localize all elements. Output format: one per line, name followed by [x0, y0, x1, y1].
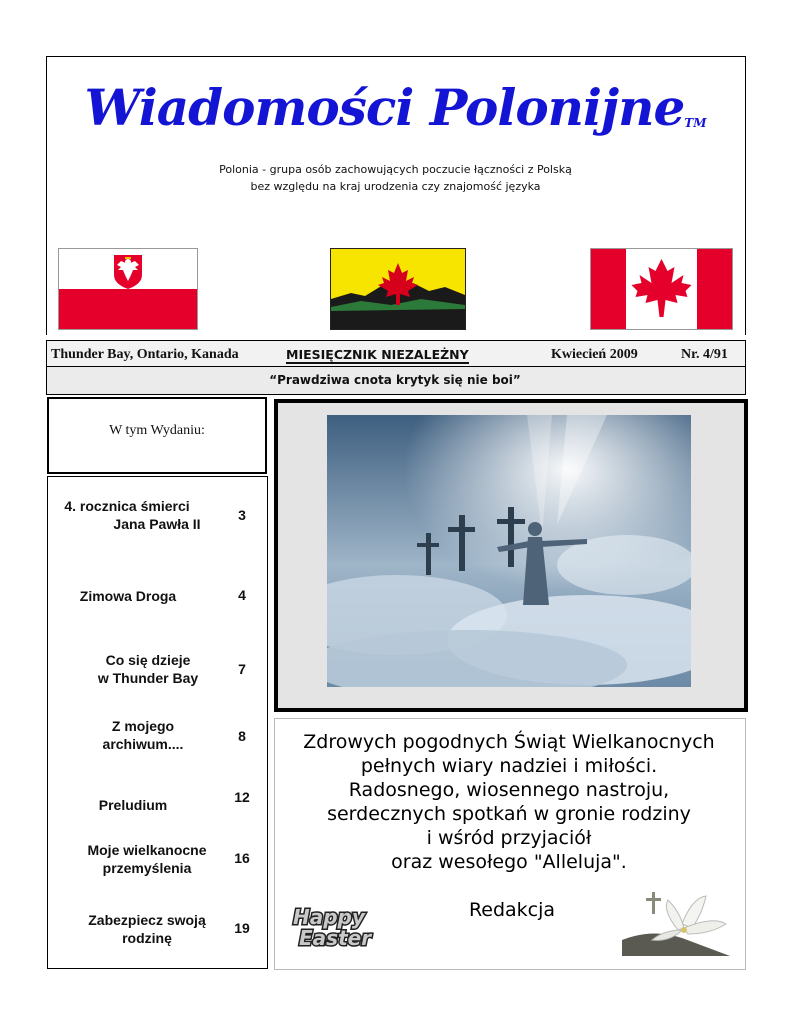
toc-item-title[interactable]: Z mojego archiwum....	[102, 718, 184, 752]
greeting-line: Radosnego, wiosennego nastroju,	[348, 779, 670, 801]
newspaper-title: Wiadomości Polonijne™	[84, 78, 707, 137]
thunder-bay-flag	[330, 248, 466, 330]
toc-item-page: 16	[234, 850, 250, 866]
trademark: TM	[684, 116, 707, 130]
toc-item-page: 4	[238, 587, 246, 603]
toc-item-page: 3	[238, 507, 246, 523]
toc-item-title[interactable]: Preludium	[98, 797, 168, 813]
toc-item-title[interactable]: Co się dzieje w Thunder Bay	[97, 652, 199, 686]
toc-item-page: 19	[234, 920, 250, 936]
masthead-date: Kwiecień 2009	[551, 347, 638, 362]
svg-text:Happy: Happy	[293, 905, 365, 929]
toc-item-title[interactable]: Zimowa Droga	[79, 588, 177, 604]
greeting-line: Zdrowych pogodnych Świąt Wielkanocnych	[303, 731, 715, 753]
toc-item-title[interactable]: Zabezpiecz swoją rodzinę	[88, 912, 206, 946]
resurrection-scene-icon	[327, 415, 691, 687]
lily-cross-icon	[622, 888, 730, 956]
greeting-line: pełnych wiary nadziei i miłości.	[360, 755, 658, 777]
resurrection-picture	[327, 415, 691, 687]
canadian-flag	[590, 248, 733, 330]
tagline-line-2: bez względu na kraj urodzenia czy znajomość języka	[250, 180, 541, 193]
toc-item-page: 7	[238, 661, 246, 677]
easter-greeting	[274, 730, 744, 874]
greeting-line: serdecznych spotkań w gronie rodziny	[327, 803, 691, 825]
toc-item-page: 12	[234, 789, 250, 805]
canada-maple-leaf-icon	[591, 249, 732, 329]
happy-easter-logo	[283, 904, 399, 954]
contents-label: W tym Wydaniu:	[109, 423, 205, 438]
toc-item-title[interactable]: Moje wielkanocne przemyślenia	[87, 842, 207, 876]
lily-picture	[622, 888, 730, 956]
toc-item-page: 8	[238, 728, 246, 744]
happy-easter-logo-icon	[283, 904, 399, 950]
svg-text:Easter: Easter	[299, 926, 372, 950]
masthead-monthly: MIESIĘCZNIK NIEZALEŻNY	[286, 347, 469, 362]
maple-leaf-landscape-icon	[331, 249, 465, 329]
greeting-line: i wśród przyjaciół	[426, 827, 592, 849]
masthead-issue-number: Nr. 4/91	[681, 347, 728, 362]
table-of-contents	[47, 476, 268, 969]
signature: Redakcja	[468, 899, 556, 921]
tagline-line-1: Polonia - grupa osób zachowujących poczucie łączności z Polską	[219, 163, 572, 176]
eagle-emblem-icon	[108, 251, 148, 291]
motto-quote: “Prawdziwa cnota krytyk się nie boi”	[269, 373, 521, 387]
tagline	[0, 161, 791, 195]
masthead-city: Thunder Bay, Ontario, Kanada	[51, 347, 239, 362]
toc-item-title[interactable]: 4. rocznica śmierci Jana Pawła II	[64, 498, 201, 532]
greeting-line: oraz wesołego "Alleluja".	[391, 851, 627, 873]
polish-flag	[58, 248, 198, 330]
